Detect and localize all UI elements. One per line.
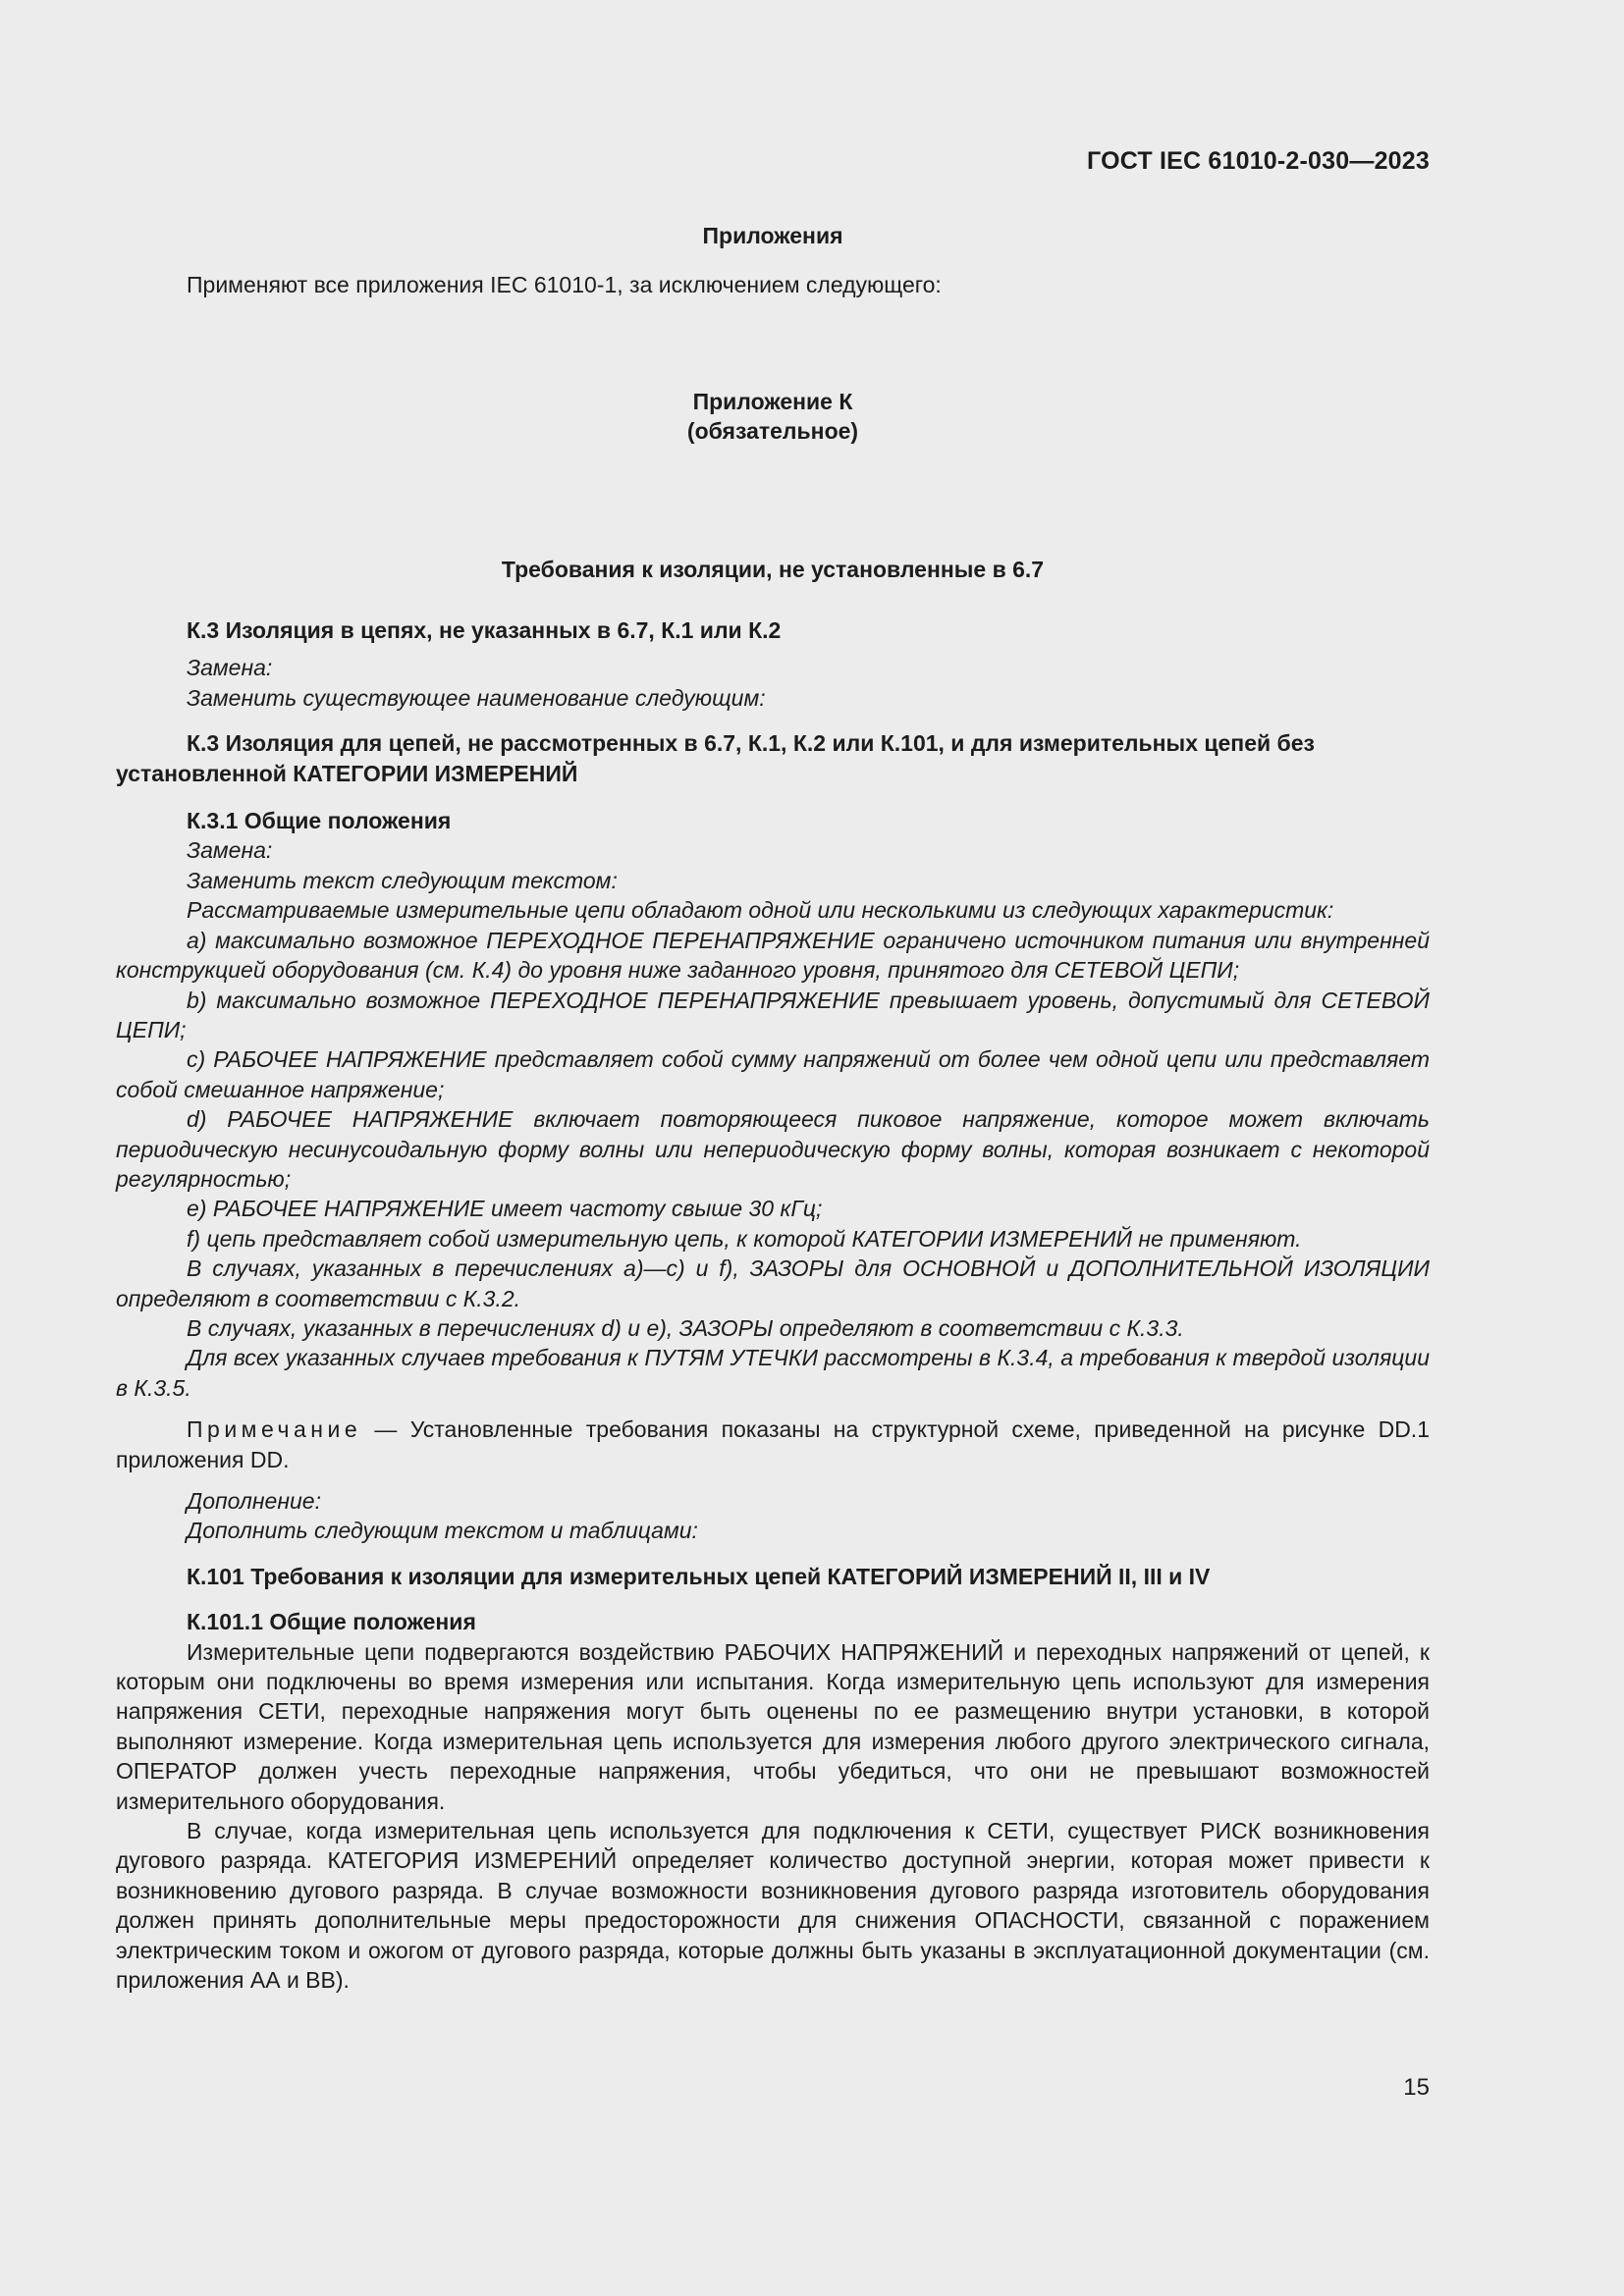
k31-lead: Рассматриваемые измерительные цепи обладают одной или несколькими из следующих характеристик: (187, 897, 1334, 924)
k31-addition-label: Дополнение: (187, 1488, 321, 1514)
k3-replace-instruction: Заменить существующее наименование следующим: (187, 684, 766, 711)
k31-replace-instruction: Заменить текст следующим текстом: (187, 867, 618, 893)
k3-replace-label: Замена: (187, 655, 273, 681)
page-number: 15 (1403, 2074, 1430, 2101)
k101-title: К.101 Требования к изоляции для измерительных цепей КАТЕГОРИЙ ИЗМЕРЕНИЙ II, III и IV (187, 1563, 1211, 1589)
k31-item-d: d) РАБОЧЕЕ НАПРЯЖЕНИЕ включает повторяющееся пиковое напряжение, которое может включать периодическую несинусоидальную форму волны или непериодическую форму волны, которая возникает с некоторой регулярностью; (116, 1106, 1430, 1192)
k3-new-title: К.3 Изоляция для цепей, не рассмотренных в 6.7, К.1, К.2 или К.101, и для измерительных цепей без установленной КАТЕГОРИИ ИЗМЕРЕНИЙ (116, 730, 1315, 786)
k31-case-1: В случаях, указанных в перечислениях а)—с) и f), ЗАЗОРЫ для ОСНОВНОЙ и ДОПОЛНИТЕЛЬНОЙ ИЗОЛЯЦИИ определяют в соответствии с К.3.2. (116, 1255, 1430, 1311)
k31-addition-instruction: Дополнить следующим текстом и таблицами: (187, 1518, 698, 1544)
k31-item-c: c) РАБОЧЕЕ НАПРЯЖЕНИЕ представляет собой сумму напряжений от более чем одной цепи или представляет собой смешанное напряжение; (116, 1046, 1430, 1102)
note-text: — Установленные требования показаны на структурной схеме, приведенной на рисунке DD.1 приложения DD. (116, 1416, 1430, 1472)
k31-note (116, 1415, 1430, 1474)
page-content (116, 221, 1430, 1996)
annex-k-status: (обязательное) (686, 418, 859, 445)
k31-item-e: e) РАБОЧЕЕ НАПРЯЖЕНИЕ имеет частоту свыше 30 кГц; (187, 1196, 823, 1222)
note-label: Примечание (187, 1416, 362, 1443)
k31-replace-label: Замена: (187, 837, 273, 864)
k1011-para-1: Измерительные цепи подвергаются воздействию РАБОЧИХ НАПРЯЖЕНИЙ и переходных напряжений от цепей, к которым они подключены во время измерения или испытания. Когда измерительную цепь используют для измерения напряжения СЕТИ, переходные напряжения могут быть оценены по ее размещению внутри установки, в которой выполняют измерение. Когда измерительная цепь используется для измерения любого другого электрического сигнала, ОПЕРАТОР должен учесть переходные напряжения, чтобы убедиться, что они не превышают возможностей измерительного оборудования. (116, 1638, 1430, 1814)
k31-case-2: В случаях, указанных в перечислениях d) и е), ЗАЗОРЫ определяют в соответствии с К.3.3. (187, 1314, 1184, 1341)
k31-title: К.3.1 Общие положения (187, 808, 452, 834)
k1011-title: К.101.1 Общие положения (187, 1609, 476, 1635)
annexes-title: Приложения (702, 223, 843, 248)
k31-item-b: b) максимально возможное ПЕРЕХОДНОЕ ПЕРЕНАПРЯЖЕНИЕ превышает уровень, допустимый для СЕТЕВОЙ ЦЕПИ; (116, 987, 1430, 1042)
k31-case-3: Для всех указанных случаев требования к ПУТЯМ УТЕЧКИ рассмотрены в К.3.4, а требования к твердой изоляции в К.3.5. (116, 1345, 1430, 1401)
annex-k-heading: Требования к изоляции, не установленные в 6.7 (501, 556, 1045, 582)
document-code: ГОСТ IEC 61010-2-030—2023 (1087, 147, 1430, 175)
k3-old-title: К.3 Изоляция в цепях, не указанных в 6.7, К.1 или К.2 (187, 617, 782, 644)
annex-k-title: Приложение К (692, 388, 853, 414)
k31-item-f: f) цепь представляет собой измерительную цепь, к которой КАТЕГОРИИ ИЗМЕРЕНИЙ не применяют. (187, 1225, 1302, 1252)
k1011-para-2: В случае, когда измерительная цепь используется для подключения к СЕТИ, существует РИСК возникновения дугового разряда. КАТЕГОРИЯ ИЗМЕРЕНИЙ определяет количество доступной энергии, которая может привести к возникновению дугового разряда. В случае возможности возникновения дугового разряда изготовитель оборудования должен принять дополнительные меры предосторожности для снижения ОПАСНОСТИ, связанной с поражением электрическим током и ожогом от дугового разряда, которые должны быть указаны в эксплуатационной документации (см. приложения АА и ВВ). (116, 1818, 1430, 1994)
annexes-intro: Применяют все приложения IEC 61010-1, за исключением следующего: (187, 272, 942, 298)
k31-item-a: a) максимально возможное ПЕРЕХОДНОЕ ПЕРЕНАПРЯЖЕНИЕ ограничено источником питания или внутренней конструкцией оборудования (см. К.4) до уровня ниже заданного уровня, принятого для СЕТЕВОЙ ЦЕПИ; (116, 927, 1430, 984)
